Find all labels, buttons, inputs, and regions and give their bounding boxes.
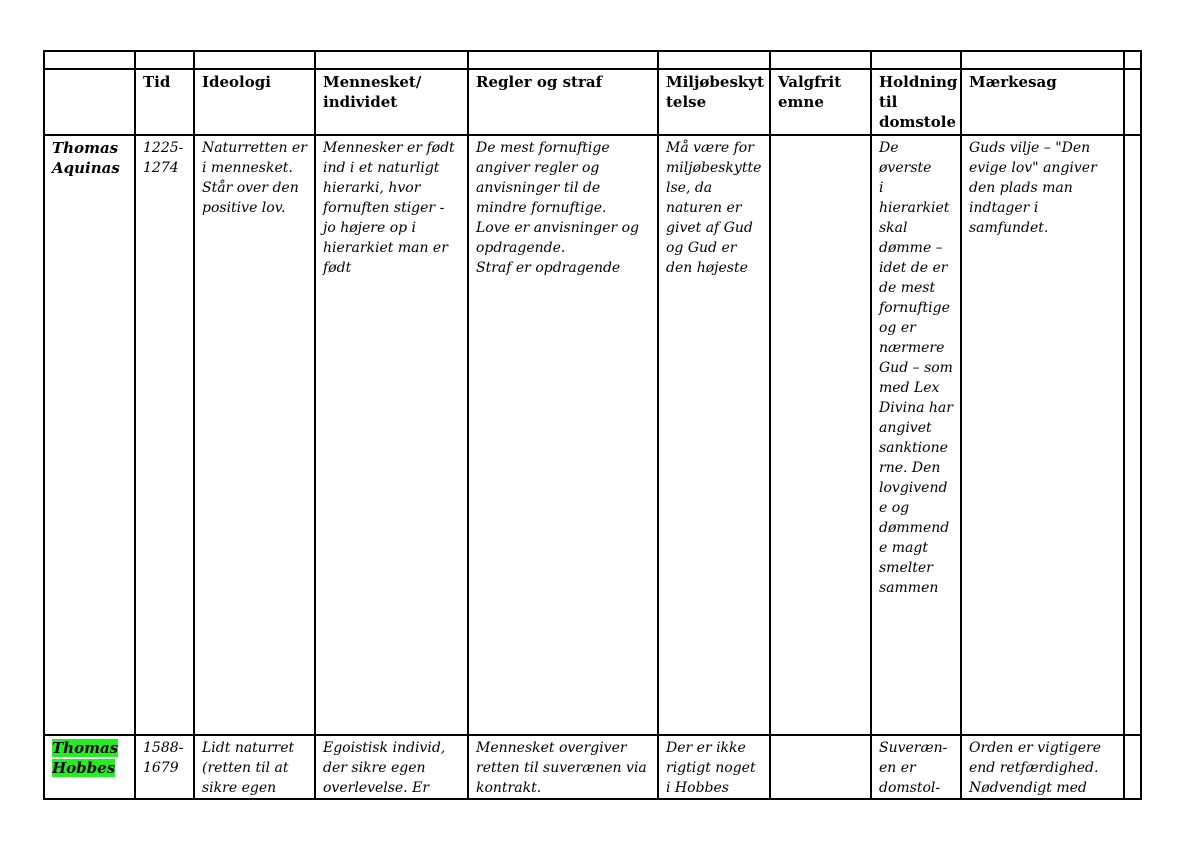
table-cell: Må være for miljøbeskytte lse, da naturen er givet af Gud og Gud er den højeste (658, 135, 770, 735)
header-cell-name (44, 69, 135, 135)
table-cell: Lidt naturret (retten til at sikre egen (194, 735, 315, 799)
philosopher-name-cell (44, 735, 135, 799)
header-cell-tid: Tid (135, 69, 194, 135)
table-cell: Suveræn- en er domstol- (871, 735, 961, 799)
table-row-hobbes (44, 735, 1141, 799)
blank-cell (135, 51, 194, 69)
table-cell: Der er ikke rigtigt noget i Hobbes (658, 735, 770, 799)
blank-cell (871, 51, 961, 69)
table-cell: Naturretten er i mennesket. Står over den positive lov. (194, 135, 315, 735)
table-cell (1124, 135, 1141, 735)
blank-cell (315, 51, 468, 69)
blank-cell (770, 51, 871, 69)
header-cell-miljo: Miljøbeskyt telse (658, 69, 770, 135)
blank-cell (44, 51, 135, 69)
header-cell-valgfrit: Valgfrit emne (770, 69, 871, 135)
table-cell (770, 735, 871, 799)
blank-cell (1124, 51, 1141, 69)
table-cell (1124, 735, 1141, 799)
table-row-aquinas (44, 135, 1141, 735)
header-cell-mennesket: Mennesket/ individet (315, 69, 468, 135)
header-row (44, 69, 1141, 135)
header-cell-ideologi: Ideologi (194, 69, 315, 135)
header-cell-regler: Regler og straf (468, 69, 658, 135)
table-cell: Mennesket overgiver retten til suverænen via kontrakt. (468, 735, 658, 799)
philosopher-name-highlighted: Thomas Hobbes (52, 739, 119, 777)
table-cell: 1588- 1679 (135, 735, 194, 799)
table-cell: Egoistisk individ, der sikre egen overlevelse. Er (315, 735, 468, 799)
comparison-table (43, 50, 1142, 800)
blank-cell (468, 51, 658, 69)
philosopher-name-cell (44, 135, 135, 735)
blank-cell (961, 51, 1124, 69)
blank-row (44, 51, 1141, 69)
header-cell-holdning: Holdning til domstole (871, 69, 961, 135)
blank-cell (194, 51, 315, 69)
table-cell: 1225- 1274 (135, 135, 194, 735)
header-cell-maerkesag: Mærkesag (961, 69, 1124, 135)
blank-cell (658, 51, 770, 69)
table-cell: De mest fornuftige angiver regler og anvisninger til de mindre fornuftige. Love er anvisninger og opdragende. Straf er opdragende (468, 135, 658, 735)
philosopher-name: Thomas Aquinas (52, 139, 120, 177)
table-cell: Orden er vigtigere end retfærdighed. Nødvendigt med (961, 735, 1124, 799)
header-cell-extra (1124, 69, 1141, 135)
table-cell: De øverste i hierarkiet skal dømme – idet de er de mest fornuftige og er nærmere Gud – som med Lex Divina har angivet sanktione rne. Den lovgivend e og dømmend e magt smelter sammen (871, 135, 961, 735)
table-cell: Guds vilje – "Den evige lov" angiver den plads man indtager i samfundet. (961, 135, 1124, 735)
table-cell (770, 135, 871, 735)
table-cell: Mennesker er født ind i et naturligt hierarki, hvor fornuften stiger - jo højere op i hierarkiet man er født (315, 135, 468, 735)
